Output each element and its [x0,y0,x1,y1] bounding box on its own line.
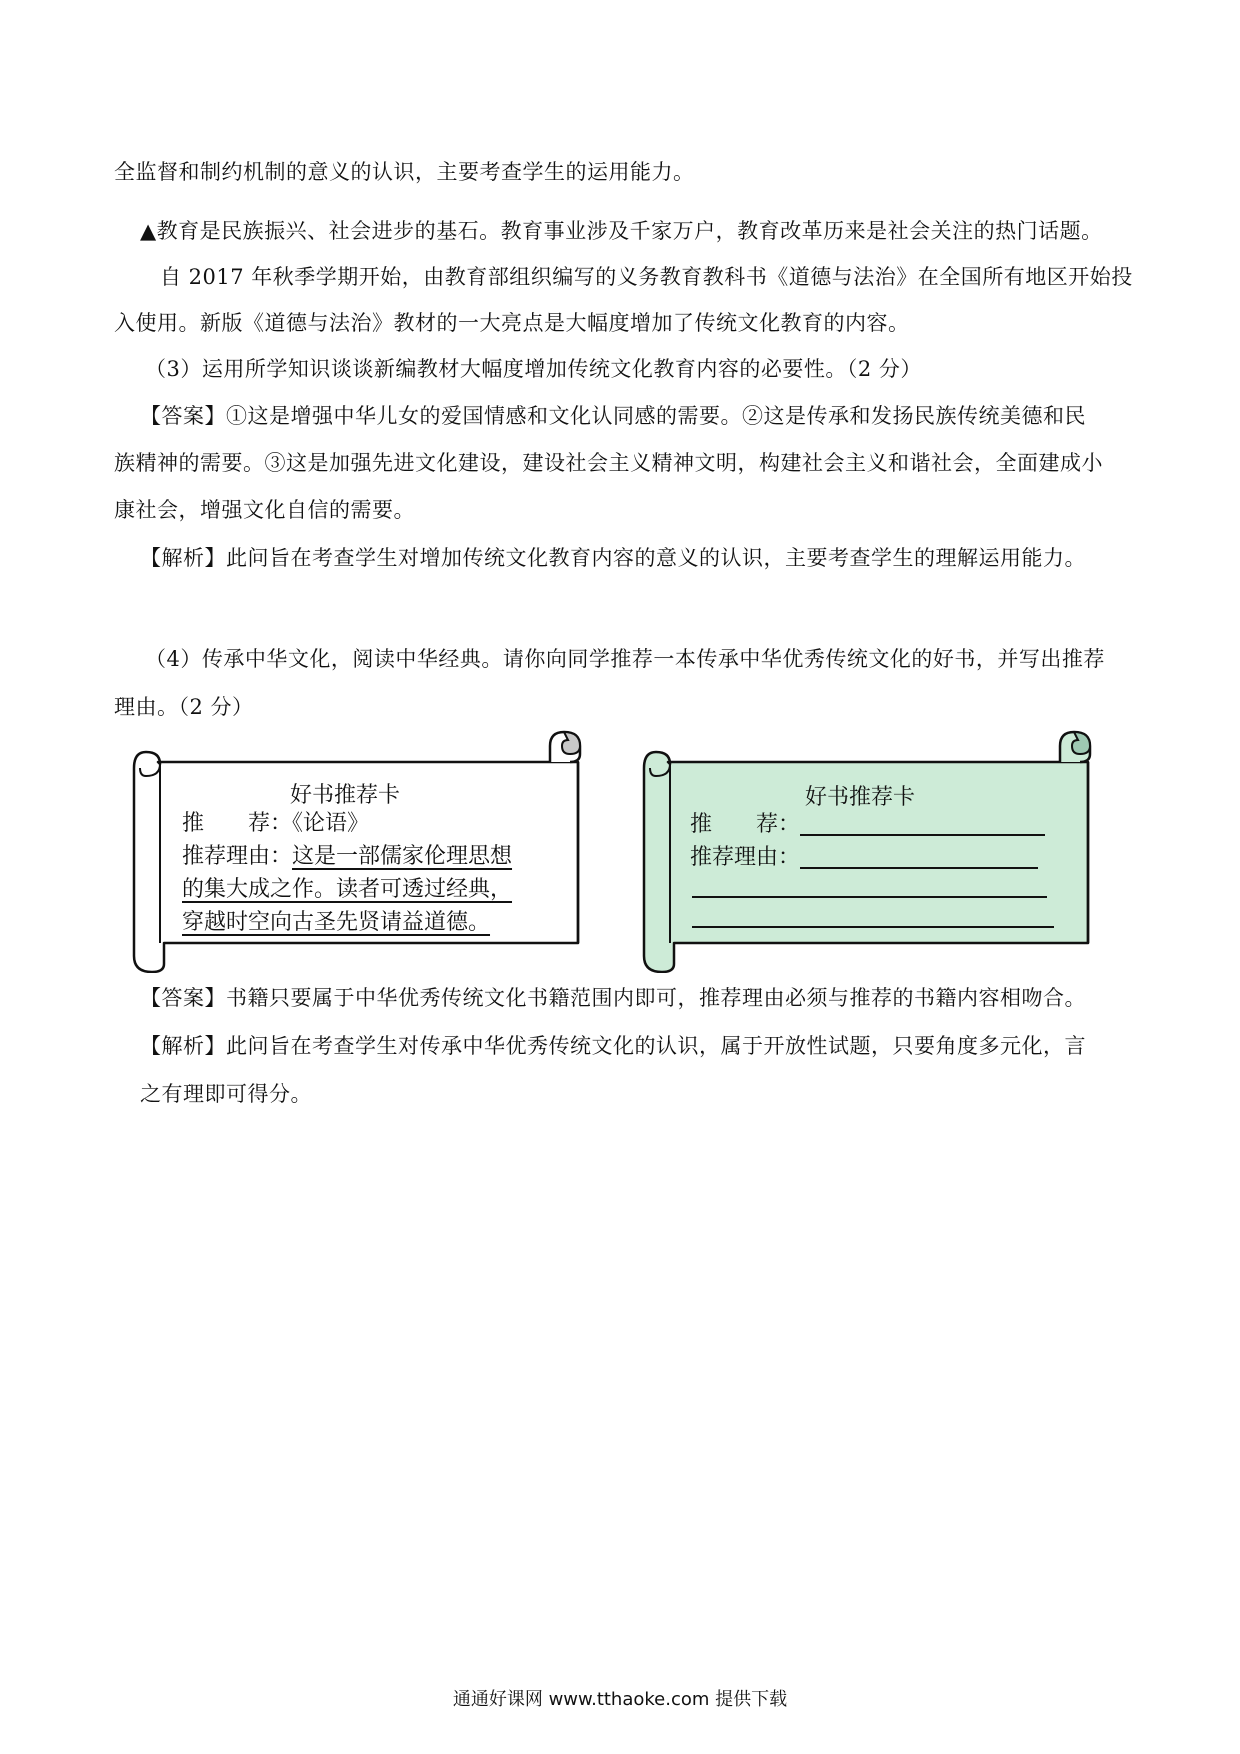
reason-line-1: 这是一部儒家伦理思想 [292,844,513,869]
reason-label: 推荐理由： [182,844,293,869]
paragraph-0: 全监督和制约机制的意义的认识，主要考查学生的运用能力。 [114,160,695,184]
reason-label: 推荐理由： [690,845,801,870]
paragraph-6: 族精神的需要。③这是加强先进文化建设，建设社会主义精神文明，构建社会主义和谐社会，全面建成小 [114,451,1103,475]
paragraph-7: 康社会，增强文化自信的需要。 [114,498,415,522]
reason-blank-3 [692,926,1054,928]
recommend-value: 《论语》 [292,811,370,836]
recommend-label: 推 荐： [690,812,801,837]
card-reason-row [690,841,1038,874]
paragraph-12: 【解析】此问旨在考查学生对传承中华优秀传统文化的认识，属于开放性试题，只要角度多元化，言 [140,1034,1086,1058]
card-reason-row [182,840,512,873]
paragraph-13: 之有理即可得分。 [140,1082,312,1106]
recommend-blank [800,814,1045,836]
paragraph-2: 自 2017 年秋季学期开始，由教育部组织编写的义务教育教科书《道德与法治》在全国所有地区开始投 [160,265,1133,289]
paragraph-4: （3）运用所学知识谈谈新编教材大幅度增加传统文化教育内容的必要性。（2 分） [145,357,922,381]
book-card-left [130,728,600,973]
page-footer: 通通好课网 www.tthaoke.com 提供下载 [452,1689,788,1710]
paragraph-11: 【答案】书籍只要属于中华优秀传统文化书籍范围内即可，推荐理由必须与推荐的书籍内容相吻合。 [140,986,1086,1010]
paragraph-9: （4）传承中华文化，阅读中华经典。请你向同学推荐一本传承中华优秀传统文化的好书，并写出推荐 [145,647,1105,671]
paragraph-8: 【解析】此问旨在考查学生对增加传统文化教育内容的意义的认识，主要考查学生的理解运用能力。 [140,546,1086,570]
reason-line-3: 穿越时空向古圣先贤请益道德。 [182,910,491,935]
paragraph-5: 【答案】①这是增强中华儿女的爱国情感和文化认同感的需要。②这是传承和发扬民族传统美德和民 [140,404,1086,428]
card-title: 好书推荐卡 [289,783,400,808]
paragraph-10: 理由。（2 分） [114,695,254,719]
card-recommend-row [182,807,369,840]
reason-line-2: 的集大成之作。读者可透过经典， [182,877,513,902]
book-card-right [640,728,1110,973]
reason-blank-1 [800,847,1038,869]
recommend-label: 推 荐： [182,811,293,836]
paragraph-1: ▲教育是民族振兴、社会进步的基石。教育事业涉及千家万户，教育改革历来是社会关注的热门话题。 [140,219,1103,243]
card-recommend-row [690,808,1045,841]
paragraph-3: 入使用。新版《道德与法治》教材的一大亮点是大幅度增加了传统文化教育的内容。 [114,311,910,335]
card-title: 好书推荐卡 [804,785,915,810]
reason-blank-2 [692,896,1047,898]
